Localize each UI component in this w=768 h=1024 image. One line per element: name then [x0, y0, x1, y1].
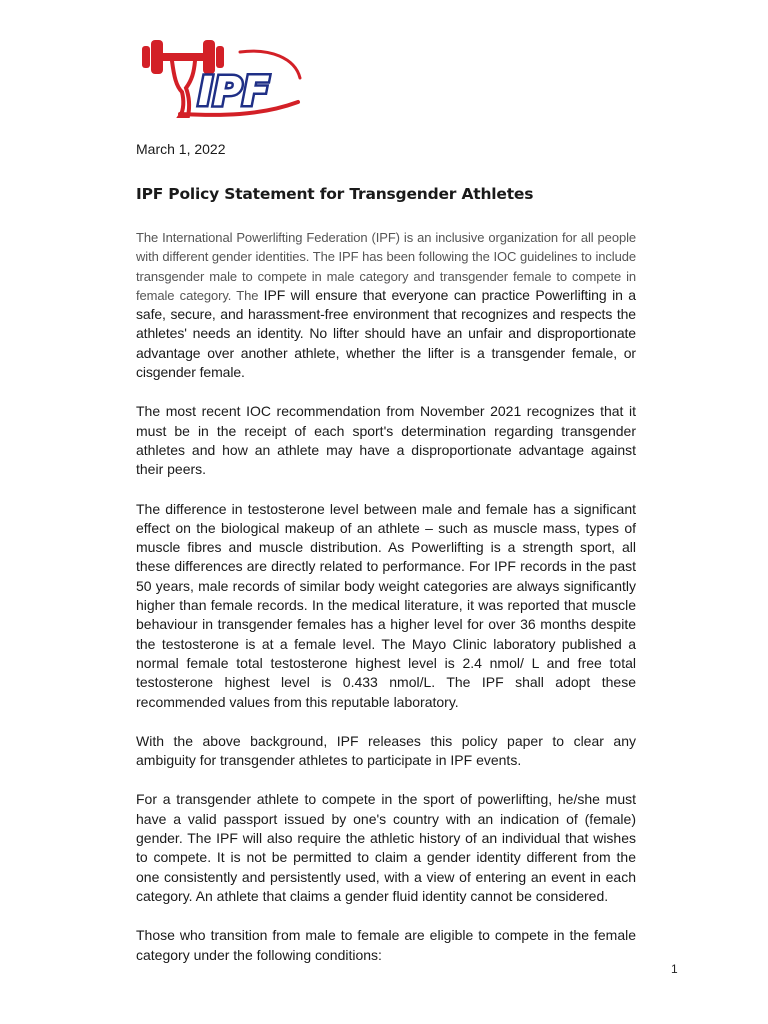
document-body [136, 228, 636, 985]
paragraph-4: With the above background, IPF releases this policy paper to clear any ambiguity for transgender athletes to participate in IPF events. [136, 732, 636, 769]
ipf-logo [140, 30, 310, 120]
paragraph-3: The difference in testosterone level between male and female has a significant effect on the biological makeup of an athlete – such as muscle mass, types of muscle fibres and muscle distribution. As Powerlifting is a strength sport, all these differences are directly related to performance. For IPF records in the past 50 years, male records of similar body weight categories are always significantly higher than female records. In the medical literature, it was reported that muscle behaviour in transgender females has a higher level for over 36 months despite the testosterone is at a female level. The Mayo Clinic laboratory published a normal female total testosterone highest level is 2.4 nmol/ L and free total testosterone highest level is 0.433 nmol/L. The IPF shall adopt these recommended values from this reputable laboratory. [136, 500, 636, 710]
barbell-plate-left-inner [151, 40, 163, 74]
paragraph-2: The most recent IOC recommendation from November 2021 recognizes that it must be in the receipt of each sport's determination regarding transgender athletes and how an athlete may have a disproportionate advantage against their peers. [136, 403, 636, 478]
document-title: IPF Policy Statement for Transgender Athletes [136, 185, 534, 203]
barbell-plate-right-outer [216, 46, 224, 68]
document-date: March 1, 2022 [136, 141, 226, 157]
paragraph-6: Those who transition from male to female are eligible to compete in the female category under the following conditions: [136, 927, 636, 963]
ipf-logo-graphic [140, 30, 310, 120]
barbell-bar-left [163, 53, 203, 61]
paragraph-1-lead: The International Powerlifting Federation (IPF) is an inclusive organization for all people with different gender identities. The IPF has been following the IOC guidelines to include transgender male to compete in male category and transgender female to compete in female category. The [136, 230, 636, 303]
barbell-plate-left-outer [142, 46, 150, 68]
lifter-figure [172, 61, 195, 116]
logo-text: IPF [198, 69, 270, 115]
paragraph-5: For a transgender athlete to compete in the sport of powerlifting, he/she must have a valid passport issued by one's country with an indication of (female) gender. The IPF will also require the athletic history of an individual that wishes to compete. It is not be permitted to claim a gender identity different from the one consistently and persistently used, with a view of entering an event in each category. An athlete that claims a gender fluid identity cannot be considered. [136, 791, 636, 904]
paragraph-1-text: IPF will ensure that everyone can practice Powerlifting in a safe, secure, and harassment-free environment that recognizes and respects the athletes' needs an identity. No lifter should have an unfair and disproportionate advantage over another athlete, whether the lifter is a transgender female, or cisgender female. [136, 286, 636, 381]
paragraph-1 [136, 228, 636, 382]
page-number: 1 [671, 962, 678, 976]
